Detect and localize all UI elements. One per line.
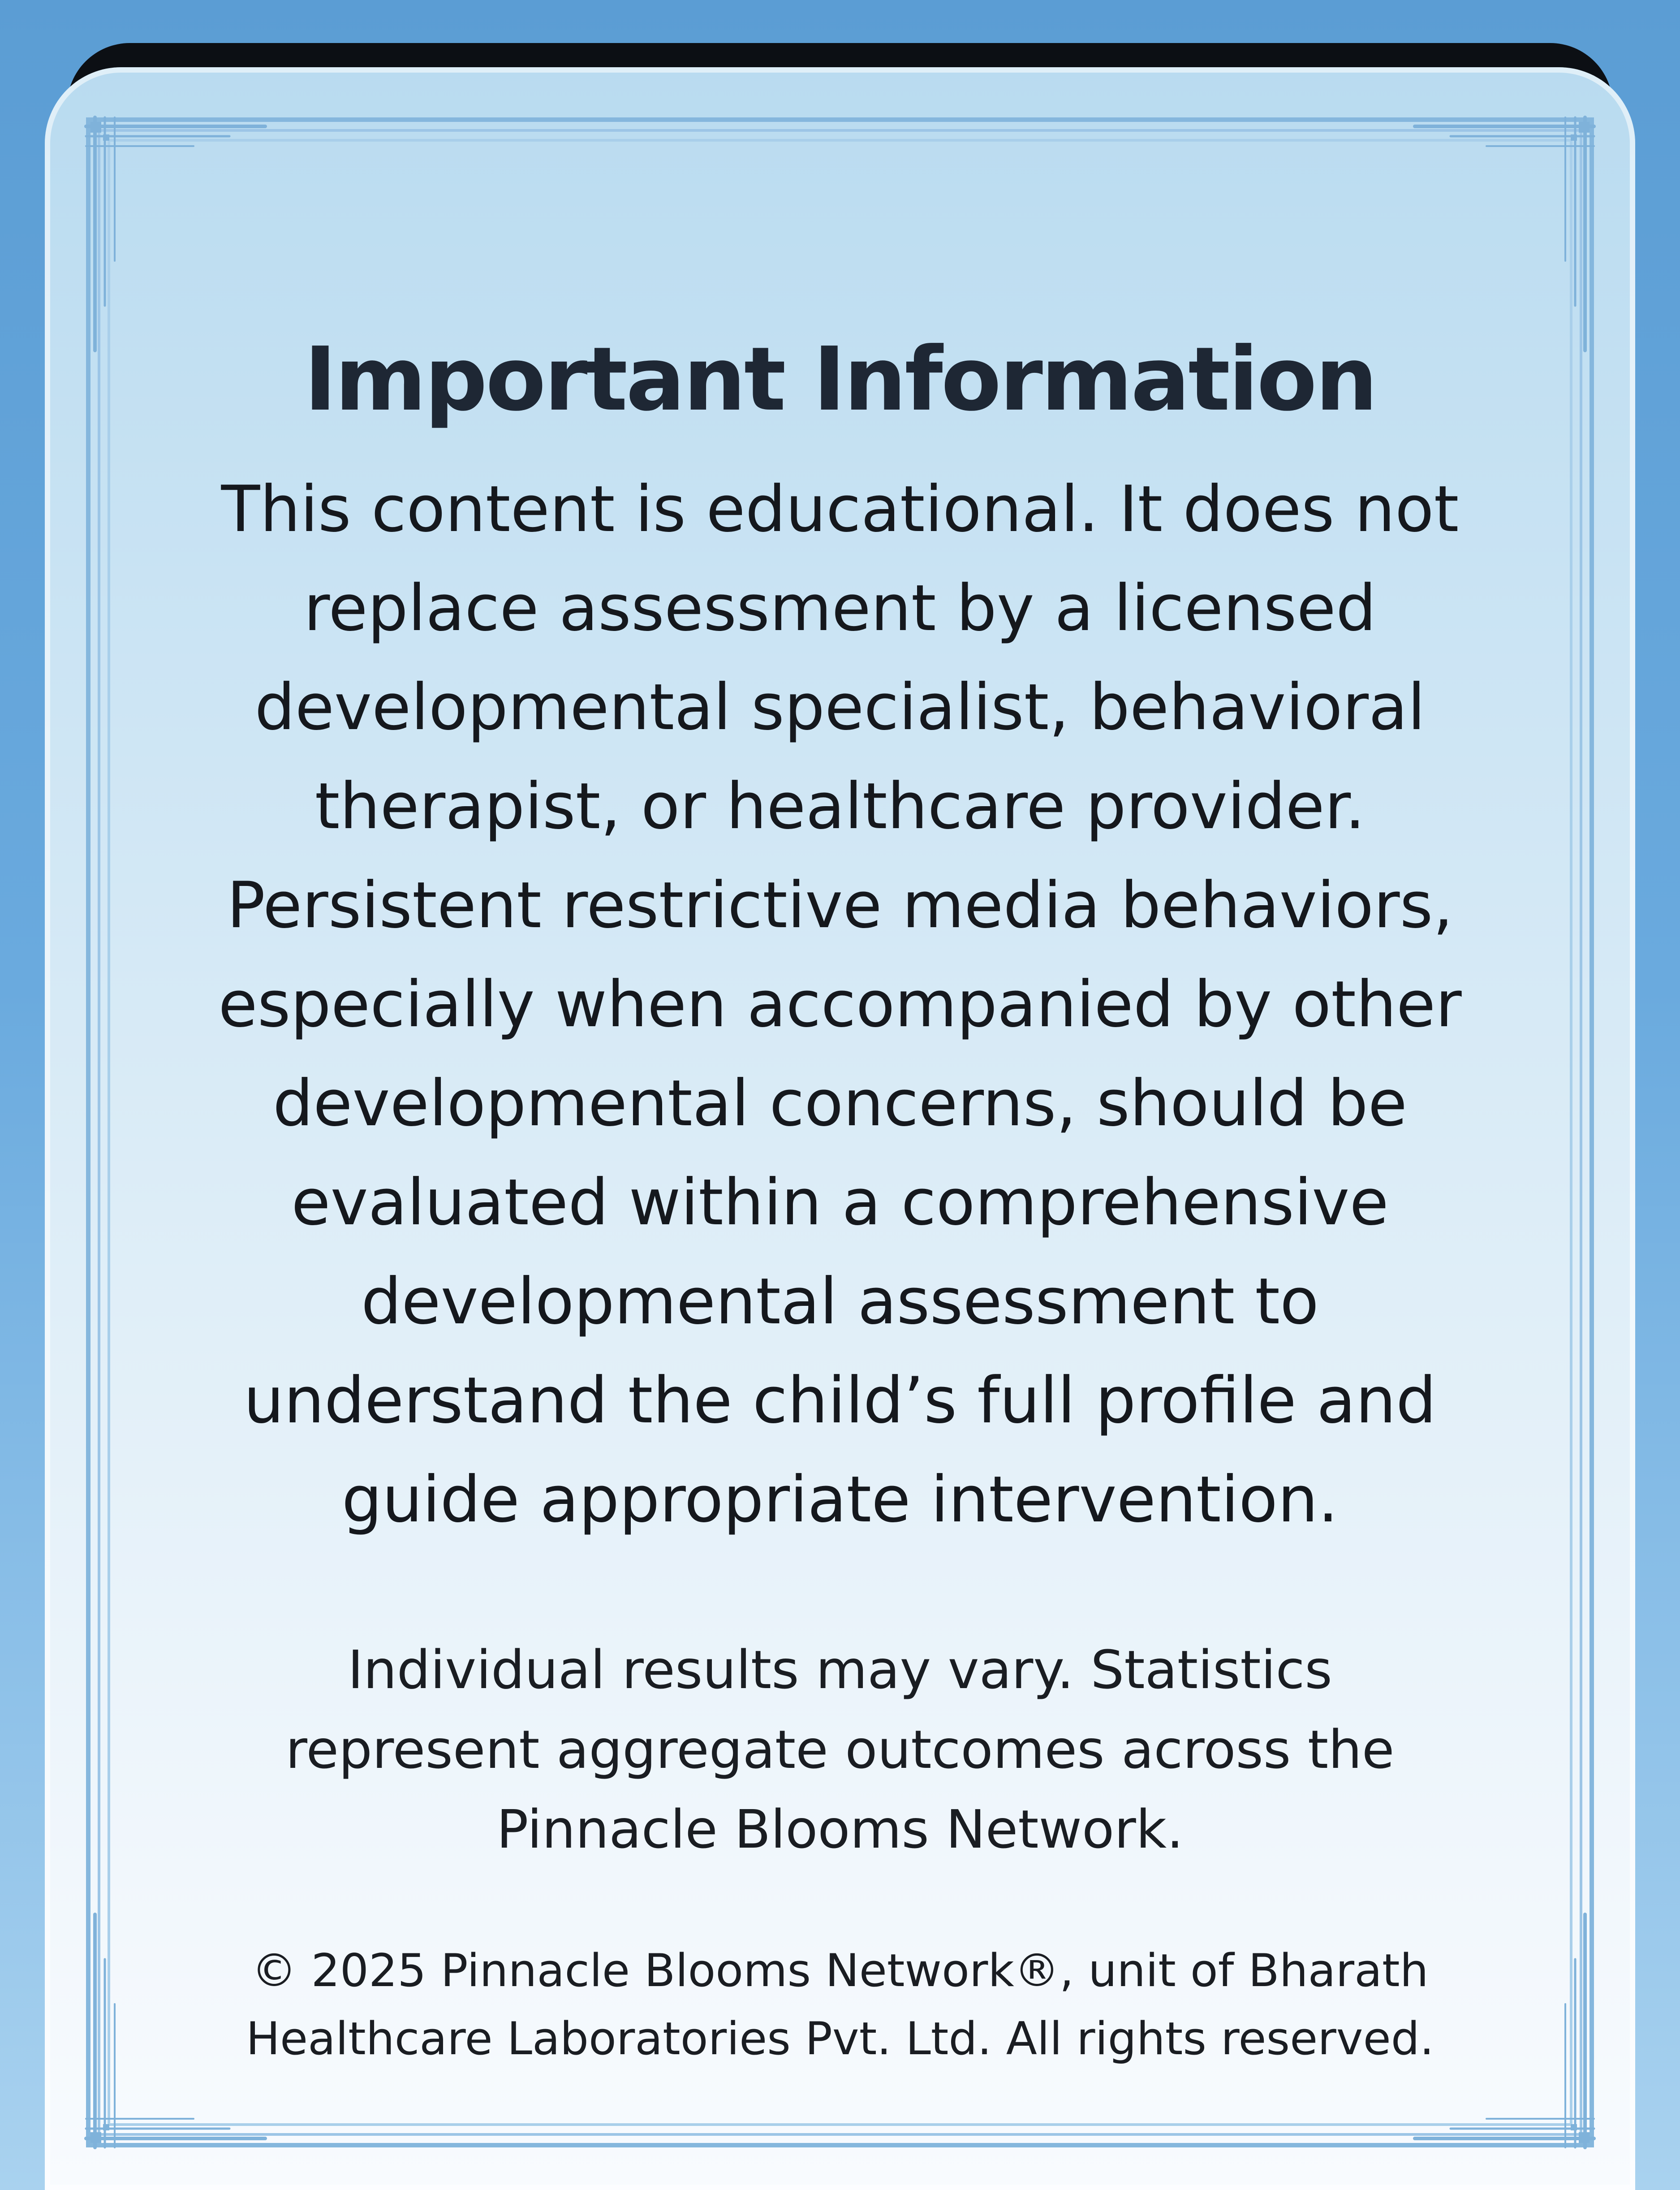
body-line: especially when accompanied by other <box>218 967 1462 1041</box>
copyright-line: © 2025 Pinnacle Blooms Network®, unit of Bharath <box>251 1944 1429 1997</box>
body-line: therapist, or healthcare provider. <box>314 769 1366 843</box>
body-line: Persistent restrictive media behaviors, <box>227 868 1453 942</box>
disclaimer-line: Individual results may vary. Statistics <box>348 1638 1332 1701</box>
frame-corner-ornament <box>1406 108 1603 359</box>
notice-content <box>161 328 1519 2073</box>
disclaimer-line: represent aggregate outcomes across the <box>285 1718 1395 1780</box>
information-card <box>45 67 1635 2190</box>
notice-body <box>161 460 1519 1549</box>
copyright-notice <box>161 1936 1519 2073</box>
body-line: developmental specialist, behavioral <box>254 670 1426 744</box>
disclaimer-line: Pinnacle Blooms Network. <box>496 1798 1184 1860</box>
body-line: developmental assessment to <box>361 1264 1319 1339</box>
body-line: developmental concerns, should be <box>273 1066 1407 1140</box>
copyright-line: Healthcare Laboratories Pvt. Ltd. All rights reserved. <box>246 2012 1434 2065</box>
frame-corner-ornament <box>77 108 274 359</box>
body-line: evaluated within a comprehensive <box>291 1165 1389 1240</box>
body-line: understand the child’s full profile and <box>243 1363 1437 1438</box>
body-line: guide appropriate intervention. <box>341 1462 1339 1537</box>
notice-title: Important Information <box>304 328 1376 431</box>
body-line: replace assessment by a licensed <box>304 571 1376 645</box>
body-line: This content is educational. It does not <box>221 472 1459 546</box>
results-disclaimer <box>161 1630 1519 1869</box>
